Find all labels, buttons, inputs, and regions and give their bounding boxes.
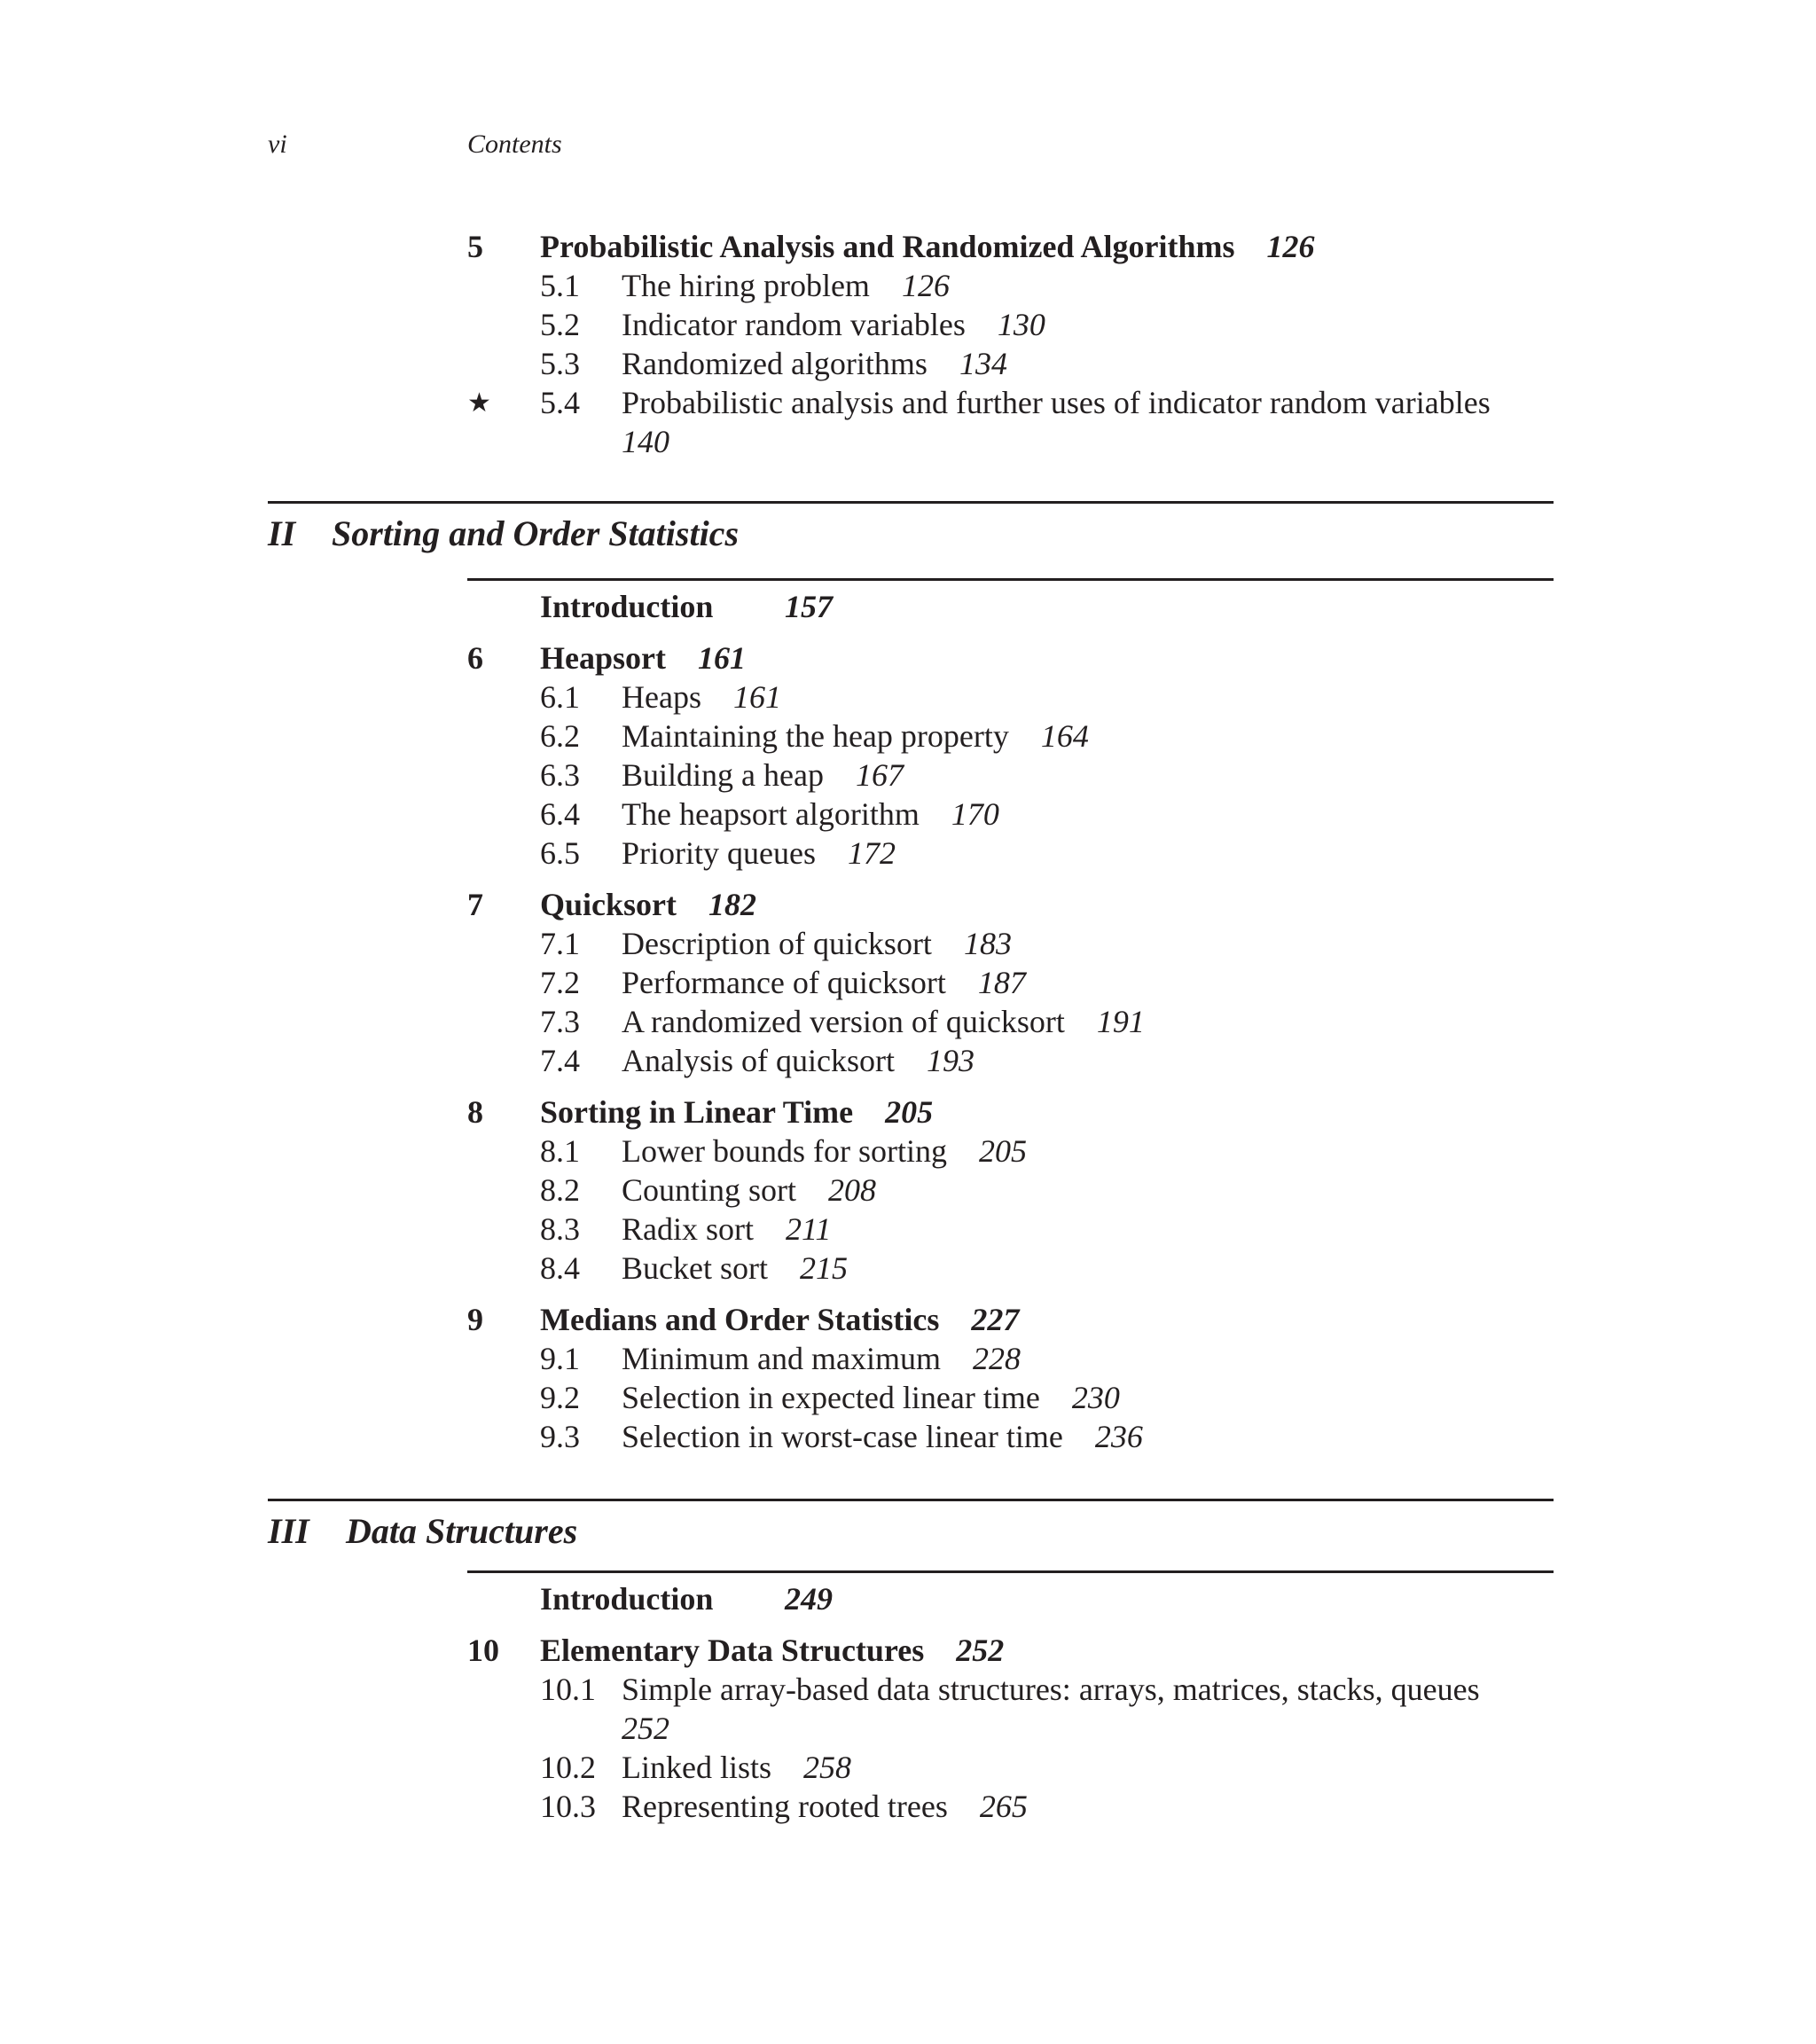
section-page: 215 (799, 1250, 848, 1286)
section-title: Analysis of quicksort 193 (622, 1043, 975, 1078)
section-page: 134 (959, 346, 1007, 381)
chapter-title: Probabilistic Analysis and Randomized Algorithms 126 (540, 229, 1315, 264)
section-title: Probabilistic analysis and further uses of indicator random variables (622, 385, 1491, 420)
section-number: 8.1 (540, 1133, 580, 1169)
section-title: Selection in worst-case linear time 236 (622, 1419, 1143, 1454)
part-numeral: III (268, 1511, 309, 1551)
section-title: Description of quicksort 183 (622, 926, 1012, 961)
part-heading-3 (268, 1511, 578, 1551)
intro-rule (467, 578, 1554, 581)
page-number: vi (268, 129, 287, 159)
section-number: 7.3 (540, 1004, 580, 1039)
section-page: 167 (855, 757, 904, 793)
part-title: Sorting and Order Statistics (332, 513, 740, 553)
section-title: Lower bounds for sorting 205 (622, 1133, 1027, 1169)
section-page: 252 (622, 1711, 669, 1746)
section-number: 6.3 (540, 757, 580, 793)
section-page: 258 (803, 1750, 851, 1785)
section-number: 6.5 (540, 835, 580, 871)
section-number: 5.4 (540, 385, 580, 420)
section-title: Selection in expected linear time 230 (622, 1380, 1120, 1415)
section-title: The heapsort algorithm 170 (622, 796, 999, 832)
section-number: 7.2 (540, 965, 580, 1000)
section-number: 7.1 (540, 926, 580, 961)
section-number: 7.4 (540, 1043, 580, 1078)
chapter-page: 126 (1266, 229, 1315, 264)
section-number: 8.2 (540, 1172, 580, 1208)
chapter-number: 10 (467, 1633, 499, 1668)
chapter-page: 161 (697, 640, 746, 676)
part-numeral: II (268, 513, 296, 553)
section-title: Indicator random variables 130 (622, 307, 1045, 342)
section-title: Performance of quicksort 187 (622, 965, 1026, 1000)
section-title: Building a heap 167 (622, 757, 904, 793)
intro-title: Introduction (540, 1581, 714, 1617)
section-page: 172 (847, 835, 896, 871)
star-icon: ★ (467, 388, 491, 418)
section-number: 8.4 (540, 1250, 580, 1286)
section-title: The hiring problem 126 (622, 268, 950, 303)
part-title: Data Structures (346, 1511, 578, 1551)
intro-rule (467, 1570, 1554, 1573)
section-number: 5.2 (540, 307, 580, 342)
section-page: 193 (926, 1043, 975, 1078)
chapter-number: 6 (467, 640, 483, 676)
section-page: 208 (828, 1172, 877, 1208)
section-page: 236 (1094, 1419, 1143, 1454)
section-page: 191 (1096, 1004, 1145, 1039)
section-page: 170 (951, 796, 999, 832)
section-page: 164 (1040, 718, 1089, 754)
section-title: Maintaining the heap property 164 (622, 718, 1089, 754)
chapter-page: 205 (885, 1094, 934, 1130)
section-page: 211 (786, 1211, 832, 1247)
section-page: 187 (977, 965, 1026, 1000)
chapter-title: Heapsort 161 (540, 640, 746, 676)
chapter-title: Elementary Data Structures 252 (540, 1633, 1005, 1668)
section-page: 228 (972, 1341, 1021, 1376)
section-number: 8.3 (540, 1211, 580, 1247)
part-heading-2 (268, 513, 740, 553)
running-title: Contents (467, 129, 562, 159)
section-page: 130 (997, 307, 1045, 342)
section-page: 265 (979, 1789, 1028, 1824)
part-rule (268, 1499, 1554, 1501)
chapter-number: 5 (467, 229, 483, 264)
chapter-number: 9 (467, 1302, 483, 1337)
section-title: A randomized version of quicksort 191 (622, 1004, 1145, 1039)
section-number: 9.2 (540, 1380, 580, 1415)
chapter-title: Sorting in Linear Time 205 (540, 1094, 934, 1130)
section-title: Radix sort 211 (622, 1211, 832, 1247)
section-title: Heaps 161 (622, 679, 781, 715)
section-number: 10.3 (540, 1789, 596, 1824)
section-number: 6.4 (540, 796, 580, 832)
intro-page: 249 (785, 1581, 833, 1617)
section-title: Simple array-based data structures: arrays, matrices, stacks, queues (622, 1672, 1480, 1707)
intro-page: 157 (785, 589, 833, 624)
section-title: Minimum and maximum 228 (622, 1341, 1021, 1376)
chapter-page: 252 (956, 1633, 1005, 1668)
chapter-title: Medians and Order Statistics 227 (540, 1302, 1020, 1337)
chapter-title: Quicksort 182 (540, 887, 757, 922)
section-page: 183 (963, 926, 1012, 961)
section-title: Linked lists 258 (622, 1750, 851, 1785)
section-number: 10.1 (540, 1672, 596, 1707)
section-page: 205 (978, 1133, 1027, 1169)
section-number: 6.2 (540, 718, 580, 754)
section-number: 10.2 (540, 1750, 596, 1785)
chapter-number: 8 (467, 1094, 483, 1130)
section-title: Bucket sort 215 (622, 1250, 848, 1286)
section-title: Randomized algorithms 134 (622, 346, 1007, 381)
section-page: 140 (622, 424, 669, 459)
section-number: 6.1 (540, 679, 580, 715)
section-number: 9.1 (540, 1341, 580, 1376)
section-title: Representing rooted trees 265 (622, 1789, 1028, 1824)
section-number: 9.3 (540, 1419, 580, 1454)
section-page: 161 (732, 679, 781, 715)
section-number: 5.1 (540, 268, 580, 303)
chapter-page: 227 (971, 1302, 1020, 1337)
section-page: 230 (1071, 1380, 1120, 1415)
part-rule (268, 501, 1554, 504)
section-title: Counting sort 208 (622, 1172, 877, 1208)
chapter-page: 182 (708, 887, 757, 922)
section-title: Priority queues 172 (622, 835, 896, 871)
section-page: 126 (901, 268, 950, 303)
intro-title: Introduction (540, 589, 714, 624)
chapter-number: 7 (467, 887, 483, 922)
section-number: 5.3 (540, 346, 580, 381)
